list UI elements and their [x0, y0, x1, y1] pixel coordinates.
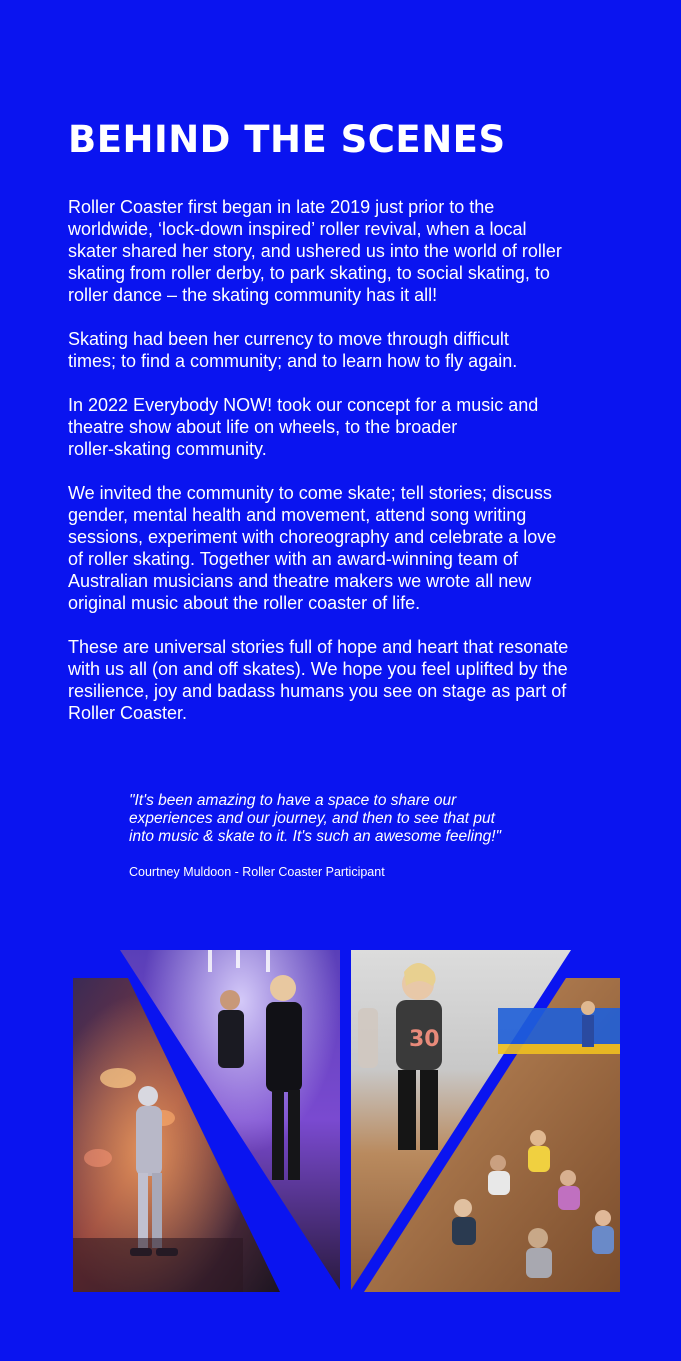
photo-collage	[68, 948, 624, 1296]
text-line: gender, mental health and movement, attend song writing	[68, 505, 527, 525]
quote-line: "It's been amazing to have a space to share our	[129, 792, 457, 809]
body-text	[68, 196, 628, 746]
text-line: skater shared her story, and ushered us into the world of roller	[68, 241, 562, 261]
text-line: Roller Coaster.	[68, 703, 188, 723]
paragraph-origin	[68, 196, 628, 306]
text-line: with us all (on and off skates). We hope you feel uplifted by the	[68, 659, 568, 679]
text-line: roller dance – the skating community has it all!	[68, 285, 438, 305]
text-line: sessions, experiment with choreography and celebrate a love	[68, 527, 557, 547]
svg-text:30: 30	[409, 1027, 440, 1052]
text-line: Roller Coaster first began in late 2019 just prior to the	[68, 197, 495, 217]
paragraph-2022	[68, 394, 628, 460]
testimonial-attribution: Courtney Muldoon - Roller Coaster Participant	[129, 865, 385, 879]
text-line: worldwide, ‘lock-down inspired’ roller revival, when a local	[68, 219, 527, 239]
text-line: In 2022 Everybody NOW! took our concept for a music and	[68, 395, 539, 415]
paragraph-community	[68, 482, 628, 614]
text-line: of roller skating. Together with an award-winning team of	[68, 549, 518, 569]
text-line: Skating had been her currency to move through difficult	[68, 329, 509, 349]
text-line: times; to find a community; and to learn how to fly again.	[68, 351, 518, 371]
paragraph-stories	[68, 636, 628, 724]
text-line: resilience, joy and badass humans you see on stage as part of	[68, 681, 567, 701]
testimonial-quote	[129, 792, 589, 846]
text-line: Australian musicians and theatre makers we wrote all new	[68, 571, 532, 591]
paragraph-currency	[68, 328, 628, 372]
quote-line: experiences and our journey, and then to see that put	[129, 810, 495, 827]
text-line: skating from roller derby, to park skating, to social skating, to	[68, 263, 550, 283]
text-line: These are universal stories full of hope and heart that resonate	[68, 637, 569, 657]
text-line: roller-skating community.	[68, 439, 267, 459]
text-line: We invited the community to come skate; tell stories; discuss	[68, 483, 552, 503]
text-line: theatre show about life on wheels, to the broader	[68, 417, 458, 437]
quote-line: into music & skate to it. It's such an awesome feeling!"	[129, 828, 502, 845]
page-title: BEHIND THE SCENES	[68, 118, 506, 161]
text-line: original music about the roller coaster of life.	[68, 593, 421, 613]
testimonial	[129, 792, 589, 880]
